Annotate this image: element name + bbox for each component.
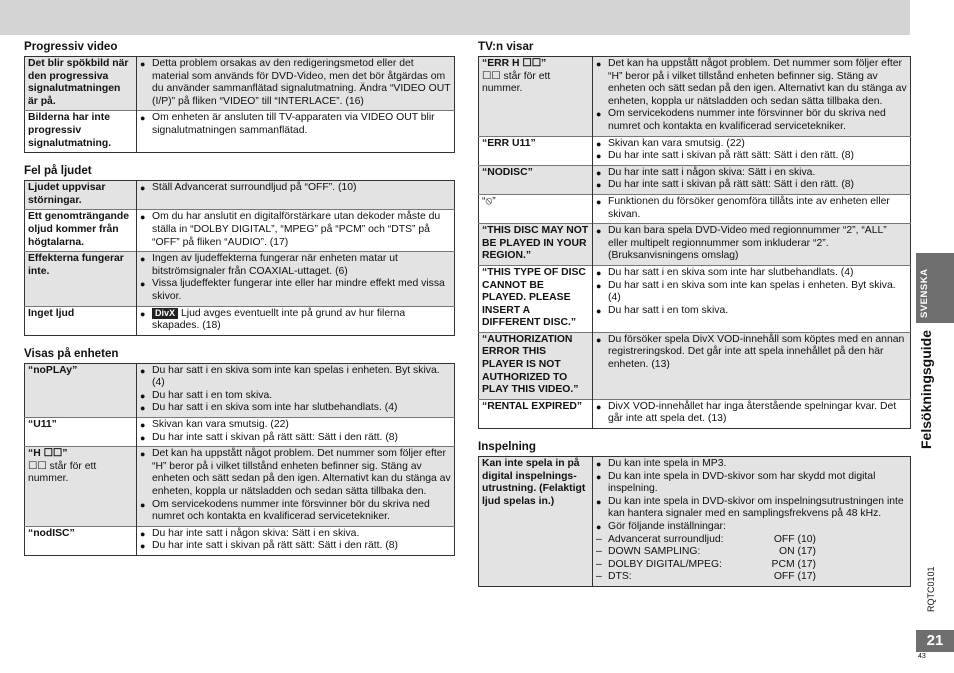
answer-item: ● Du har satt i en skiva som inte kan spelas i enheten. Byt skiva. (4) [596,280,907,305]
answer-item: ● Vissa ljudeffekter fungerar inte eller har mindre effekt med vissa skivor. [140,278,451,303]
question: “THIS DISC MAY NOT BE PLAYED IN YOUR REGION.” [479,224,593,266]
section-title-recording: Inspelning [478,440,536,454]
answer-cell [593,194,911,223]
header-bar [0,0,910,35]
table-row [25,111,455,153]
answer-item: ● Skivan kan vara smutsig. (22) [140,419,451,432]
page-number: 21 [916,630,954,652]
table-row [479,332,911,399]
section-title-sound: Fel på ljudet [24,164,92,178]
question: “nodISC” [25,526,137,555]
question: Ett genomträngande oljud kommer från högtalarna. [25,210,137,252]
table-row [25,418,455,447]
answer-item: ● Du har satt i en skiva som inte har slutbehandlats. (4) [596,267,907,280]
table-progressive [24,56,455,153]
question: “H ☐☐” [28,448,68,460]
answer-cell [137,252,455,306]
answer-cell [137,111,455,153]
setting-value: PCM (17) [771,558,816,570]
answer-cell [593,332,911,399]
answer-item: ● Det kan ha uppstått något problem. Det nummer som följer efter “H” beror på i vilket tillstånd enheten befinner sig. Stäng av enheten och sätt sedan på den igen. Alternativt kan du stänga av enheten, koppla ur nätsladden och sedan sätta tillbaka den. [596,58,907,108]
setting-value: OFF (17) [773,571,816,583]
table-row [479,265,911,332]
right-column [478,39,911,597]
question: Bilderna har inte progressiv signalutmatning. [25,111,137,153]
answer-text: Ljud avges eventuellt inte på grund av hur filerna skapades. (18) [152,307,406,332]
table-row [25,181,455,210]
question: Ljudet uppvisar störningar. [25,181,137,210]
table-unit-display [24,363,455,556]
table-row [25,526,455,555]
setting-row [596,571,907,584]
left-column [24,39,455,566]
setting-label: – DOLBY DIGITAL/MPEG: [608,558,722,570]
answer-cell [593,457,911,587]
question: Effekterna fungerar inte. [25,252,137,306]
answer-item: ● Du har inte satt i skivan på rätt sätt: Sätt i den rätt. (8) [596,150,907,163]
question: “AUTHORIZATION ERROR THIS PLAYER IS NOT AUTHORIZED TO PLAY THIS VIDEO.” [479,332,593,399]
setting-row [596,559,907,572]
answer-item: ● Du kan inte spela in DVD-skivor om inspelningsutrustningen inte kan hantera signaler med en samplingsfrekvens på 48 kHz. [596,496,907,521]
answer-item: ● Du kan inte spela in MP3. [596,458,907,471]
table-recording [478,456,911,587]
answer-item: ● DivX VOD-innehållet har inga återstående spelningar kvar. Det går inte att spela det. (13) [596,401,907,426]
answer-cell [593,136,911,165]
question-cell [25,447,137,527]
answer-item: ● Du kan bara spela DVD-Video med regionnummer “2”, “ALL” eller multipelt regionnummer som inkluderar “2”. (Bruksanvisningens omslag) [596,225,907,263]
question: Inget ljud [25,306,137,335]
answer-item: ● Du har satt i en tom skiva. [140,390,451,403]
answer-cell [593,399,911,428]
table-row [479,165,911,194]
answer-item: ● Om servicekodens nummer inte försvinner bör du skriva ned numret och kontakta en kvalificerad servicetekniker. [596,108,907,133]
model-code: RQTC0101 [926,566,936,612]
table-row [479,194,911,223]
divx-badge: DivX [152,308,178,319]
answer-cell [137,526,455,555]
answer-item: ● Du kan inte spela in DVD-skivor som har skydd mot digital inspelning. [596,471,907,496]
answer-item: ● Du försöker spela DivX VOD-innehåll som köptes med en annan registreringskod. Det går inte att spela innehållet på den här enheten. (13) [596,334,907,372]
answer-item: ● Du har satt i en skiva som inte har slutbehandlats. (4) [140,402,451,415]
table-sound [24,180,455,336]
table-row [25,252,455,306]
table-row [25,363,455,417]
setting-label: – Advancerat surroundljud: [608,533,724,545]
answer-item: ● Ingen av ljudeffekterna fungerar när enheten matar ut bitströmsignaler från COAXIAL-uttaget. (6) [140,253,451,278]
answer-item: ● Du har inte satt i skivan på rätt sätt: Sätt i den rätt. (8) [596,179,907,192]
answer-item: ● Det kan ha uppstått något problem. Det nummer som följer efter “H” beror på i vilket tillstånd enheten befinner sig. Stäng av enheten och sätt sedan på den igen. Alternativt kan du stänga av enheten, koppla ur nätsladden och sedan sätta tillbaka den. [140,448,451,498]
table-row [25,57,455,111]
question-note: ☐☐ står för ett nummer. [28,460,97,485]
question-note: ☐☐ står för ett nummer. [482,70,551,95]
table-row [479,457,911,587]
question: “ERR H ☐☐” [482,58,547,69]
answer-cell [137,306,455,335]
setting-row [596,534,907,547]
answer-item: ● Om du har anslutit en digitalförstärkare utan dekoder måste du ställa in “DOLBY DIGITAL”, “MPEG” på “PCM” och “DTS” på “OFF” på fliken “AUDIO”. (17) [140,211,451,249]
answer-item: ● Du har inte satt i någon skiva: Sätt i en skiva. [596,167,907,180]
setting-row [596,546,907,559]
table-row [479,57,911,137]
table-row [479,399,911,428]
answer-item [140,308,451,333]
answer-cell [593,224,911,266]
answer-item: ● Du har inte satt i skivan på rätt sätt: Sätt i den rätt. (8) [140,432,451,445]
question: “THIS TYPE OF DISC CANNOT BE PLAYED. PLEASE INSERT A DIFFERENT DISC.” [479,265,593,332]
answer-item: ● Du har inte satt i någon skiva: Sätt i en skiva. [140,528,451,541]
answer-item: ● Ställ Advancerat surroundljud på “OFF”. (10) [140,182,451,195]
language-tab-label: SVENSKA [919,268,930,318]
answer-cell [137,210,455,252]
answer-item: ● Du har satt i en skiva som inte kan spelas i enheten. Byt skiva. (4) [140,365,451,390]
section-title-tv: TV:n visar [478,40,534,53]
question-cell [479,57,593,137]
page-number-small: 43 [918,653,926,660]
answer-item: ● Du har inte satt i skivan på rätt sätt: Sätt i den rätt. (8) [140,540,451,553]
setting-label: – DOWN SAMPLING: [608,546,701,558]
question: “NODISC” [479,165,593,194]
setting-value: OFF (10) [773,533,816,545]
answer-cell [593,57,911,137]
answer-cell [137,447,455,527]
answer-cell [137,57,455,111]
table-row [479,224,911,266]
question: “ERR U11” [479,136,593,165]
answer-item: ● Gör följande inställningar: [596,521,907,534]
question: “U11” [25,418,137,447]
answer-cell [137,418,455,447]
table-row [479,136,911,165]
question: “RENTAL EXPIRED” [479,399,593,428]
table-row [25,306,455,335]
section-side-title: Felsökningsguide [918,329,934,449]
answer-cell [593,265,911,332]
answer-item: ● Skivan kan vara smutsig. (22) [596,138,907,151]
section-title-progressive: Progressiv video [24,40,118,53]
answer-item: ● Funktionen du försöker genomföra tillåts inte av enheten eller skivan. [596,196,907,221]
question: “noPLAy” [25,363,137,417]
setting-label: – DTS: [608,571,632,583]
section-title-unit-display: Visas på enheten [24,346,119,360]
answer-cell [137,181,455,210]
question-prohibited-icon: “⦸” [479,194,593,223]
answer-item: ● Om enheten är ansluten till TV-apparaten via VIDEO OUT blir signalutmatningen sammanflätad. [140,112,451,137]
answer-item: ● Om servicekodens nummer inte försvinner bör du skriva ned numret och kontakta en kvalificerad servicetekniker. [140,499,451,524]
question: Kan inte spela in på digital inspelnings-utrustning. (Felaktigt ljud spelas in.) [479,457,593,587]
table-tv [478,56,911,429]
answer-cell [137,363,455,417]
question: Det blir spökbild när den progressiva signalutmatningen är på. [25,57,137,111]
answer-item: ● Detta problem orsakas av den redigeringsmetod eller det material som används för DVD-Video, men det bör åtgärdas om du använder sammanflätad signalutmatning. Ändra “VIDEO OUT (I/P)” på fliken “VIDEO” till “INTERLACE”. (16) [140,58,451,108]
setting-value: ON (17) [779,546,816,558]
answer-item: ● Du har satt i en tom skiva. [596,305,907,318]
table-row [25,210,455,252]
answer-cell [593,165,911,194]
table-row [25,447,455,527]
